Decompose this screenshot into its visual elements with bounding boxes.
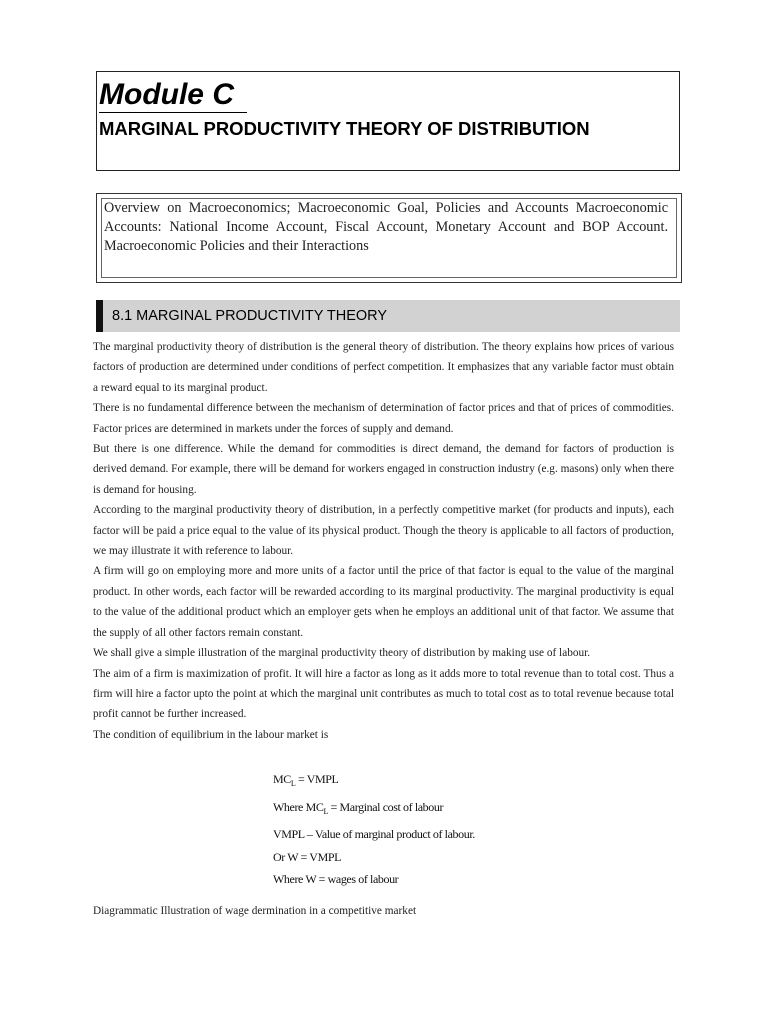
paragraph: The marginal productivity theory of distribution is the general theory of distribution. The theory explains how prices of various factors of production are determined under conditions of perfect competition. It emphasizes that any variable factor must obtain a reward equal to its marginal product. — [93, 341, 674, 394]
section-heading-bar — [96, 300, 680, 332]
formula-line-3: VMPL – Value of marginal product of labour. — [273, 827, 475, 842]
equilibrium-formula — [273, 768, 475, 891]
paragraph: There is no fundamental difference between the mechanism of determination of factor prices and that of prices of commodities. Factor prices are determined in markets under the forces of supply and demand. — [93, 402, 674, 435]
body-text — [93, 337, 674, 745]
paragraph: The aim of a firm is maximization of profit. It will hire a factor as long as it adds more to total revenue than to total cost. Thus a firm will hire a factor upto the point at which the marginal unit contributes as much to total cost as to total revenue because total profit cannot be further increased. — [93, 667, 674, 721]
module-subtitle: MARGINAL PRODUCTIVITY THEORY OF DISTRIBUTION — [99, 118, 590, 139]
formula-line-5: Where W = wages of labour — [273, 872, 399, 887]
section-title: 8.1 MARGINAL PRODUCTIVITY THEORY — [112, 308, 388, 324]
paragraph: According to the marginal productivity theory of distribution, in a perfectly competitive market (for products and inputs), each factor will be paid a price equal to the value of its physical product. Though the theory is applicable to all factors of production, we may illustrate it with reference to labour. — [93, 504, 674, 558]
paragraph: The condition of equilibrium in the labour market is — [93, 728, 329, 741]
section-heading-marker — [96, 300, 103, 332]
formula-line-2: Where $MC_L$ = Marginal cost of labour — [273, 799, 444, 816]
diagram-caption: Diagrammatic Illustration of wage dermination in a competitive market — [93, 905, 417, 917]
formula-line-4: Or W = VMPL — [273, 849, 342, 864]
module-title-underline — [99, 112, 247, 113]
formula-line-1: $MC_L$ = VMPL — [273, 772, 339, 788]
paragraph: A firm will go on employing more and more units of a factor until the price of that factor is equal to the value of the marginal product. In other words, each factor will be rewarded according to its marginal productivity. The marginal productivity is equal to the value of the additional product which an employer gets when he employs an additional unit of that factor. We assume that the supply of all other factors remain constant. — [93, 565, 674, 639]
module-header-box — [96, 71, 680, 171]
module-title: Module C — [99, 78, 234, 111]
overview-box — [96, 193, 682, 283]
paragraph: We shall give a simple illustration of the marginal productivity theory of distribution by making use of labour. — [93, 647, 591, 660]
paragraph: But there is one difference. While the demand for commodities is direct demand, the demand for factors of production is derived demand. For example, there will be demand for workers engaged in construction industry (e.g. masons) only when there is demand for housing. — [93, 443, 674, 496]
overview-text: Overview on Macroeconomics; Macroeconomic Goal, Policies and Accounts Macroeconomic Accounts: National Income Account, Fiscal Account, Monetary Account and BOP Account. Macroeconomic Policies and their Interactions — [104, 200, 668, 254]
